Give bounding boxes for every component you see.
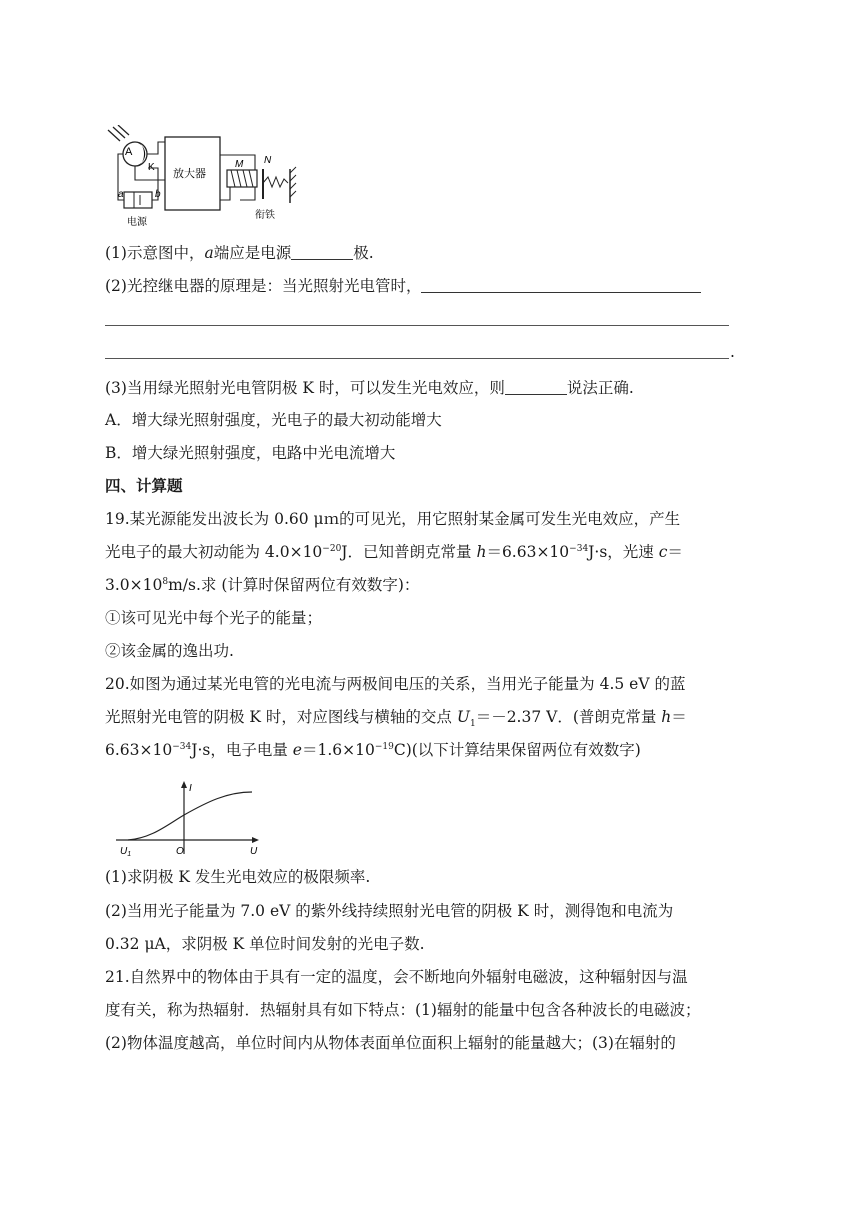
section-heading [105,476,183,496]
spring [263,177,288,187]
origin-label: O [176,846,184,857]
q20-part2-cont [105,934,425,954]
answer-blank[interactable] [421,276,701,293]
u1-label: $U_1$ [120,846,132,858]
q20-text: C)(以下计算结果保留两位有效数字) [393,741,641,759]
cathode-label: K [148,162,155,173]
answer-line[interactable] [105,357,729,359]
q20-line3 [105,740,641,760]
x-axis-arrow-icon [252,837,259,843]
q19-sub2 [105,641,234,661]
q19-line1-text: 19.某光源能发出波长为 0.60 μｍ的可见光，用它照射某金属可发生光电效应，产生 [105,510,681,528]
y-axis-label: I [189,783,192,794]
q18-option-a-text: A．增大绿光照射强度，光电子的最大初动能增大 [105,411,442,429]
q20-line2 [105,707,687,730]
x-axis-label: U [250,846,258,857]
q19-text: ＝6.63×10 [486,543,570,561]
variable-u: U [456,708,470,726]
q19-text: 光电子的最大初动能为 4.0×10 [105,543,323,561]
q21-line3-text: (2)物体温度越高，单位时间内从物体表面单位面积上辐射的能量越大；(3)在辐射的 [105,1034,676,1052]
q19-line1 [105,509,680,529]
q18-part3-suffix: 说法正确. [566,379,634,397]
q18-part3-prefix: (3)当用绿光照射光电管阴极 K 时，可以发生光电效应，则 [105,379,505,397]
q21-line2 [105,1000,700,1020]
q18-part1-mid: 端应是电源 [213,244,292,262]
answer-line[interactable] [105,324,729,326]
q21-line1 [105,967,688,987]
q19-line3 [105,575,419,595]
q19-text: m/s.求 (计算时保留两位有效数字)： [168,576,420,594]
q20-text: J·s，电子电量 [191,741,293,759]
q20-text: ＝－2.37 V．(普朗克常量 [475,708,662,726]
q20-text: 光照射光电管的阴极 K 时，对应图线与横轴的交点 [105,708,457,726]
q20-text: ＝1.6×10 [301,741,375,759]
current-voltage-graph [112,780,262,860]
exponent: −34 [172,741,192,752]
q19-line2 [105,542,683,562]
relay-circuit-diagram [100,125,310,235]
q18-part2 [105,276,701,296]
q19-text: 3.0×10 [105,576,163,594]
q21-line1-text: 21.自然界中的物体由于具有一定的温度，会不断地向外辐射电磁波，这种辐射因与温 [105,968,688,986]
q20-part2-text: (2)当用光子能量为 7.0 eV 的紫外线持续照射光电管的阴极 K 时，测得饱和电流为 [105,902,674,920]
q18-part1 [105,243,374,263]
coil-m-label: M [235,159,244,170]
power-supply [124,192,152,208]
q19-text: ＝ [667,543,683,561]
q18-option-a [105,410,442,430]
exponent: −20 [322,543,342,554]
subscript: 1 [469,719,476,730]
q20-text: ＝ [671,708,687,726]
q19-text: J·s，光速 [588,543,659,561]
q18-part1-suffix: 极. [353,244,374,262]
answer-blank[interactable] [291,243,353,260]
power-supply-label: 电源 [127,217,147,228]
terminal-b-label: b [155,189,161,200]
q20-line1-text: 20.如图为通过某光电管的光电流与两极间电压的关系，当用光子能量为 4.5 eV 的蓝 [105,675,686,693]
armature-n-label: N [264,155,272,166]
q18-option-b-text: B．增大绿光照射强度，电路中光电流增大 [105,444,396,462]
q19-sub2-text: ②该金属的逸出功. [105,642,234,660]
q18-part2-text: (2)光控继电器的原理是：当光照射光电管时， [105,277,422,295]
variable-c: c [658,543,668,561]
q20-part1-text: (1)求阴极 K 发生光电效应的极限频率. [105,868,371,886]
q18-part2-period: . [730,343,735,361]
exponent: −34 [569,543,589,554]
y-axis-arrow-icon [181,781,187,788]
answer-blank[interactable] [505,378,567,395]
q20-text: 6.63×10 [105,741,173,759]
light-arrows-icon [108,125,129,141]
q20-part1 [105,867,370,887]
q18-option-b [105,443,395,463]
q19-sub1-text: ①该可见光中每个光子的能量； [105,609,323,627]
q20-part2 [105,901,673,921]
q18-part1-var: a [204,244,214,262]
q18-part1-prefix: (1)示意图中， [105,244,205,262]
armature-label: 衔铁 [255,210,275,221]
q18-part2-end [730,342,735,362]
q19-text: J．已知普朗克常量 [341,543,477,561]
q19-sub1 [105,608,322,628]
amplifier-label: 放大器 [173,168,206,180]
variable-e: e [292,741,302,759]
q20-part2-cont-text: 0.32 μA，求阴极 K 单位时间发射的光电子数. [105,935,425,953]
exponent: −19 [374,741,394,752]
variable-h: h [476,543,487,561]
q21-line3 [105,1033,676,1053]
terminal-a-label: a [118,189,124,200]
anode-label: A [125,146,133,158]
section-heading-text: 四、计算题 [105,477,183,495]
variable-h: h [661,708,672,726]
q20-line1 [105,674,685,694]
exponent: 8 [162,576,169,587]
iu-curve [128,792,252,840]
q21-line2-text: 度有关，称为热辐射．热辐射具有如下特点：(1)辐射的能量中包含各种波长的电磁波； [105,1001,701,1019]
q18-part3 [105,378,634,398]
